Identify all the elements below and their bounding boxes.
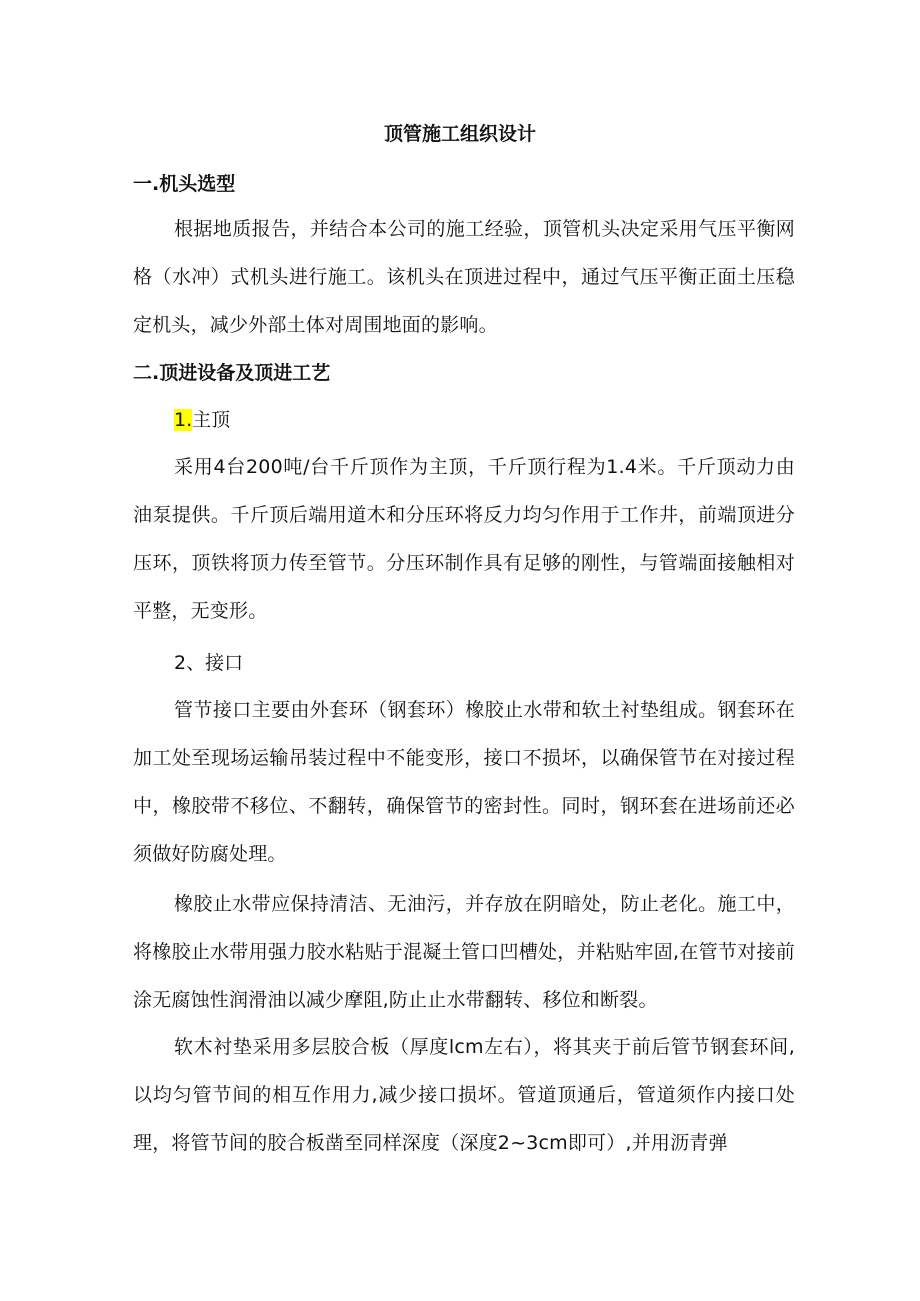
subheading-joint: 2、接口 xyxy=(174,652,244,674)
document-title: 顶管施工组织设计 xyxy=(383,123,536,145)
subheading-main-jack xyxy=(174,404,230,436)
subheading-main-jack-label: 主顶 xyxy=(192,409,231,431)
paragraph-machine-head: 根据地质报告，并结合本公司的施工经验，顶管机头决定采用气压平衡网格（水冲）式机头进行施工。该机头在顶进过程中，通过气压平衡正面土压稳定机头，减少外部土体对周围地面的影响。 xyxy=(133,218,795,336)
highlighted-item-number: 1. xyxy=(174,409,193,431)
section-heading-jacking-equipment: 二.顶进设备及顶进工艺 xyxy=(133,362,331,384)
paragraph-joint-3: 软木衬垫采用多层胶合板（厚度lcm左右），将其夹于前后管节钢套环间,以均匀管节间的相互作用力,减少接口损坏。管道顶通后，管道须作内接口处理，将管节间的胶合板凿至同样深度（深度2~3cm即可）,并用沥青弹 xyxy=(133,1036,795,1154)
section-heading-machine-head: 一.机头选型 xyxy=(133,173,236,195)
paragraph-main-jack: 采用4台200吨/台千斤顶作为主顶，千斤顶行程为1.4米。千斤顶动力由油泵提供。千斤顶后端用道木和分压环将反力均匀作用于工作井，前端顶进分压环，顶铁将顶力传至管节。分压环制作具有足够的刚性，与管端面接触相对平整，无变形。 xyxy=(133,456,795,622)
paragraph-joint-1: 管节接口主要由外套环（钢套环）橡胶止水带和软土衬垫组成。钢套环在加工处至现场运输吊装过程中不能变形，接口不损坏，以确保管节在对接过程中，橡胶带不移位、不翻转，确保管节的密封性。同时，钢环套在进场前还必须做好防腐处理。 xyxy=(133,699,795,865)
paragraph-joint-2: 橡胶止水带应保持清洁、无油污，并存放在阴暗处，防止老化。施工中，将橡胶止水带用强力胶水粘贴于混凝土管口凹槽处，并粘贴牢固,在管节对接前涂无腐蚀性润滑油以减少摩阻,防止止水带翻转、移位和断裂。 xyxy=(133,893,795,1011)
